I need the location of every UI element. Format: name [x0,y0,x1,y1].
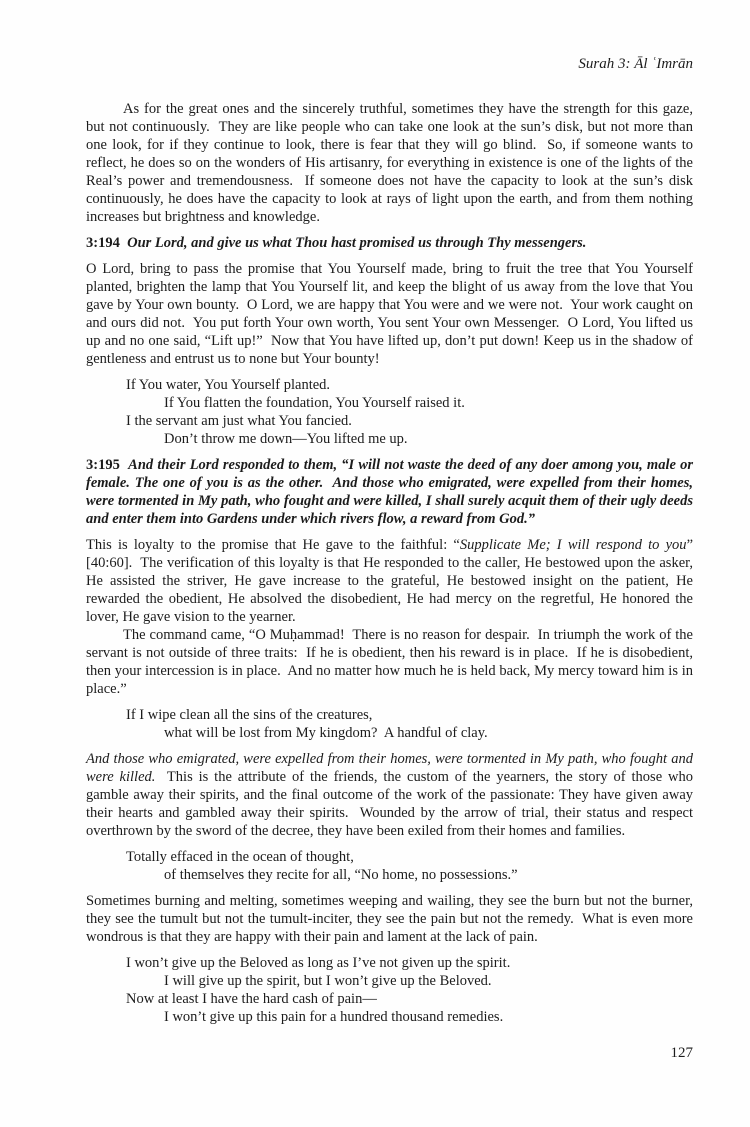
running-header: Surah 3: Āl ʿImrān [578,56,693,72]
poem-line: Now at least I have the hard cash of pain— [126,991,377,1007]
poem [86,376,693,448]
poem-line: If I wipe clean all the sins of the creatures, [126,707,373,723]
text-run: This is the attribute of the friends, the custom of the yearners, the story of those who gamble away their spirits, and the final outcome of the work of the passionate: They have given away their hearts and gambled away their spirits. Wounded by the arrow of trial, their status and respect overthrown by the sword of the decree, they have been exiled from their homes and families. [86,769,693,839]
text-run: Our Lord, and give us what Thou hast promised us through Thy messengers. [127,235,587,251]
text-run: And their Lord responded to them, “I will not waste the deed of any doer among you, male or female. The one of you is as the other. And those who emigrated, were expelled from their homes, were tormented in My path, who fought and were killed, I shall surely acquit them of their ugly deeds and enter them into Gardens under which rivers flow, a reward from God.” [86,457,693,527]
poem-line: I won’t give up the Beloved as long as I’ve not given up the spirit. [126,955,511,971]
poem-line: what will be lost from My kingdom? A handful of clay. [164,725,488,741]
poem-line: of themselves they recite for all, “No home, no possessions.” [164,867,518,883]
text-run: And those who emigrated, were expelled from their homes, were tormented in My path, who fought and were killed. [86,751,693,785]
text-run: Sometimes burning and melting, sometimes weeping and wailing, they see the burn but not the burner, they see the tumult but not the tumult-inciter, they see the pain but not the remedy. What is even more wondrous is that they are happy with their pain and lament at the lack of pain. [86,893,693,945]
text-run: 3:194 [86,235,128,251]
page-number: 127 [670,1045,693,1061]
poem-line: If You flatten the foundation, You Yourself raised it. [164,395,465,411]
paragraph [86,536,693,626]
poem [86,848,693,884]
poem [86,954,693,1026]
poem-line: I will give up the spirit, but I won’t give up the Beloved. [164,973,492,989]
paragraph [86,100,693,226]
paragraph [86,892,693,946]
poem-line: I the servant am just what You fancied. [126,413,352,429]
poem-line: Don’t throw me down—You lifted me up. [164,431,408,447]
text-run: 3:195 [86,457,129,473]
text-run: As for the great ones and the sincerely truthful, sometimes they have the strength for this gaze, but not continuously. They are like people who can take one look at the sun’s disk, but not more than one look, for if they continue to look, there is fear that they will go blind. So, if someone wants to reflect, he does so on the wonders of His artisanry, for everything in existence is one of the lights of the Real’s power and tremendousness. If someone does not have the capacity to look at the sun’s disk continuously, he does have the capacity to look at rays of light upon the earth, and from them nothing increases but brightness and knowledge. [86,101,693,225]
paragraph [86,260,693,368]
verse-heading [86,456,693,528]
text-run: This is loyalty to the promise that He gave to the faithful: “ [86,537,460,553]
paragraph [86,626,693,698]
text-run: The command came, “O Muḥammad! There is no reason for despair. In triumph the work of the servant is not outside of three traits: If he is obedient, then his reward is in place. If he is disobedient, then your intercession is in place. And no matter how much he is held back, My mercy toward him is in place.” [86,627,693,697]
poem-line: Totally effaced in the ocean of thought, [126,849,354,865]
verse-heading [86,234,693,252]
page-content [86,100,693,1026]
paragraph [86,750,693,840]
text-run: ” [40:60]. The verification of this loyalty is that He responded to the caller, He bestowed upon the asker, He assisted the striver, He gave increase to the grateful, He bestowed insight on the patient, He rewarded the obedient, He absolved the disobedient, He had mercy on the regretful, He honored the lover, He gave vision to the yearner. [86,537,693,625]
poem-line: If You water, You Yourself planted. [126,377,331,393]
text-run: O Lord, bring to pass the promise that You Yourself made, bring to fruit the tree that You Yourself planted, brighten the lamp that You Yourself lit, and keep the blight of us away from the love that You gave by Your own bounty. O Lord, we are happy that You were and we were not. Your work caught on and ours did not. You put forth Your own worth, You sent Your own Messenger. O Lord, You lifted us up and no one said, “Lift up!” Now that You have lifted up, don’t put down! Keep us in the shadow of gentleness and entrust us to none but Your bounty! [86,261,693,367]
poem [86,706,693,742]
text-run: Supplicate Me; I will respond to you [459,537,687,553]
poem-line: I won’t give up this pain for a hundred thousand remedies. [164,1009,504,1025]
